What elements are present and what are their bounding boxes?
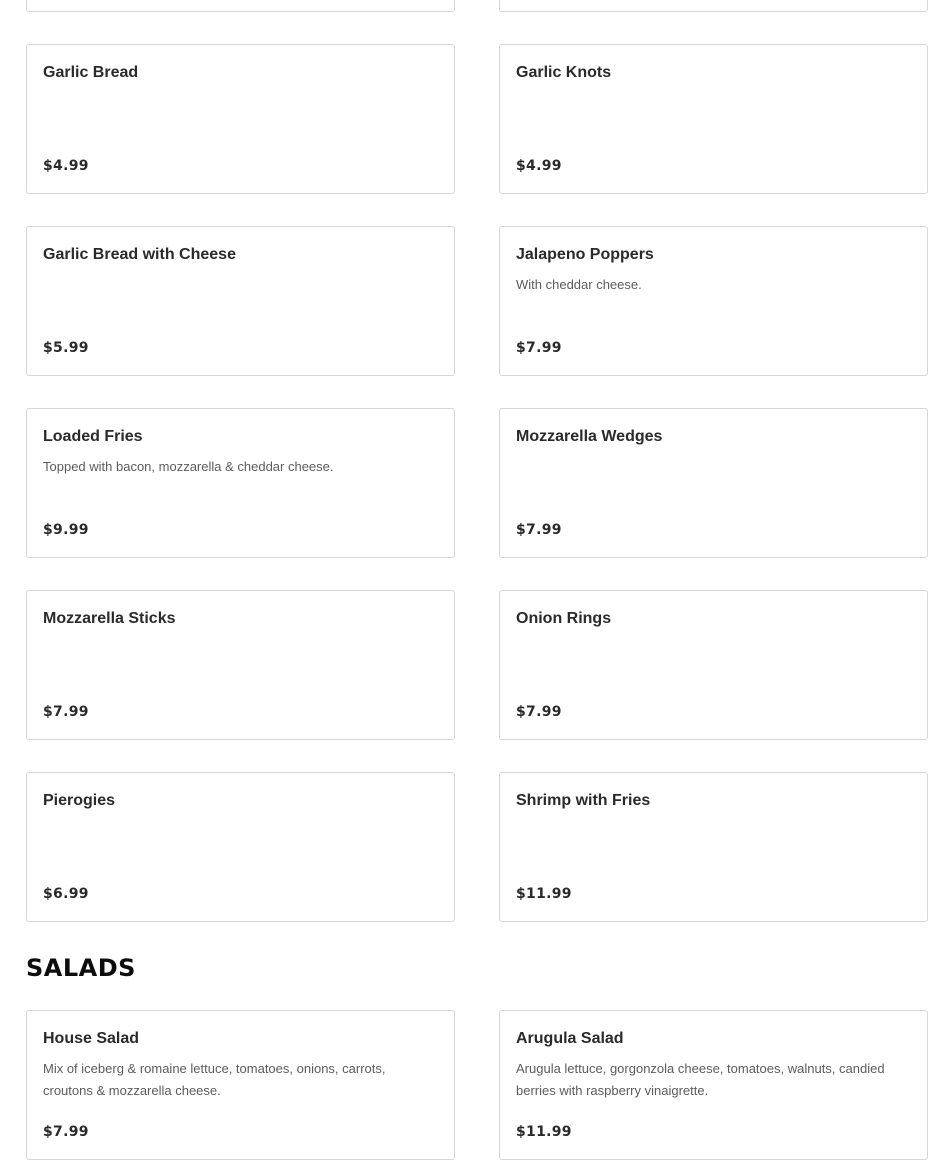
- menu-item-card[interactable]: [26, 772, 455, 922]
- menu-item-card-partial[interactable]: [499, 0, 928, 12]
- menu-item-name: Garlic Bread: [43, 64, 139, 81]
- menu-item-card[interactable]: [499, 590, 928, 740]
- menu-item-price: $7.99: [43, 704, 89, 720]
- section-heading-salads: SALADS: [26, 954, 136, 982]
- menu-item-description: Topped with bacon, mozzarella & cheddar cheese.: [43, 459, 334, 474]
- menu-item-price: $5.99: [43, 340, 89, 356]
- menu-item-name: Onion Rings: [516, 610, 612, 627]
- menu-item-price: $11.99: [516, 886, 572, 902]
- menu-item-description: With cheddar cheese.: [516, 277, 642, 292]
- menu-item-card[interactable]: [26, 44, 455, 194]
- menu-item-price: $7.99: [516, 522, 562, 538]
- menu-item-name: Jalapeno Poppers: [516, 246, 654, 263]
- menu-item-name: Garlic Knots: [516, 64, 612, 81]
- menu-item-card[interactable]: [26, 408, 455, 558]
- menu-item-card[interactable]: [499, 44, 928, 194]
- menu-item-card-partial[interactable]: [26, 0, 455, 12]
- menu-item-name: Mozzarella Sticks: [43, 610, 176, 627]
- menu-item-name: Arugula Salad: [516, 1030, 624, 1047]
- menu-item-price: $11.99: [516, 1124, 572, 1140]
- menu-item-name: Garlic Bread with Cheese: [43, 246, 236, 263]
- menu-item-price: $4.99: [43, 158, 89, 174]
- menu-item-name: House Salad: [43, 1030, 140, 1047]
- menu-item-price: $7.99: [516, 704, 562, 720]
- menu-item-card[interactable]: [26, 590, 455, 740]
- menu-item-card[interactable]: [499, 1010, 928, 1160]
- menu-item-price: $6.99: [43, 886, 89, 902]
- menu-item-price: $9.99: [43, 522, 89, 538]
- menu-item-card[interactable]: [26, 226, 455, 376]
- menu-item-name: Pierogies: [43, 792, 116, 809]
- menu-item-name: Loaded Fries: [43, 428, 143, 445]
- menu-item-description: Arugula lettuce, gorgonzola cheese, tomatoes, walnuts, candied berries with raspberry vinaigrette.: [516, 1061, 885, 1098]
- menu-item-name: Mozzarella Wedges: [516, 428, 663, 445]
- menu-item-price: $7.99: [43, 1124, 89, 1140]
- menu-item-card[interactable]: [499, 226, 928, 376]
- menu-item-price: $4.99: [516, 158, 562, 174]
- menu-item-card[interactable]: [499, 408, 928, 558]
- menu-item-card[interactable]: [26, 1010, 455, 1160]
- menu-item-name: Shrimp with Fries: [516, 792, 651, 809]
- menu-item-description: Mix of iceberg & romaine lettuce, tomatoes, onions, carrots, croutons & mozzarella cheese.: [43, 1061, 386, 1098]
- menu-item-price: $7.99: [516, 340, 562, 356]
- menu-item-card[interactable]: [499, 772, 928, 922]
